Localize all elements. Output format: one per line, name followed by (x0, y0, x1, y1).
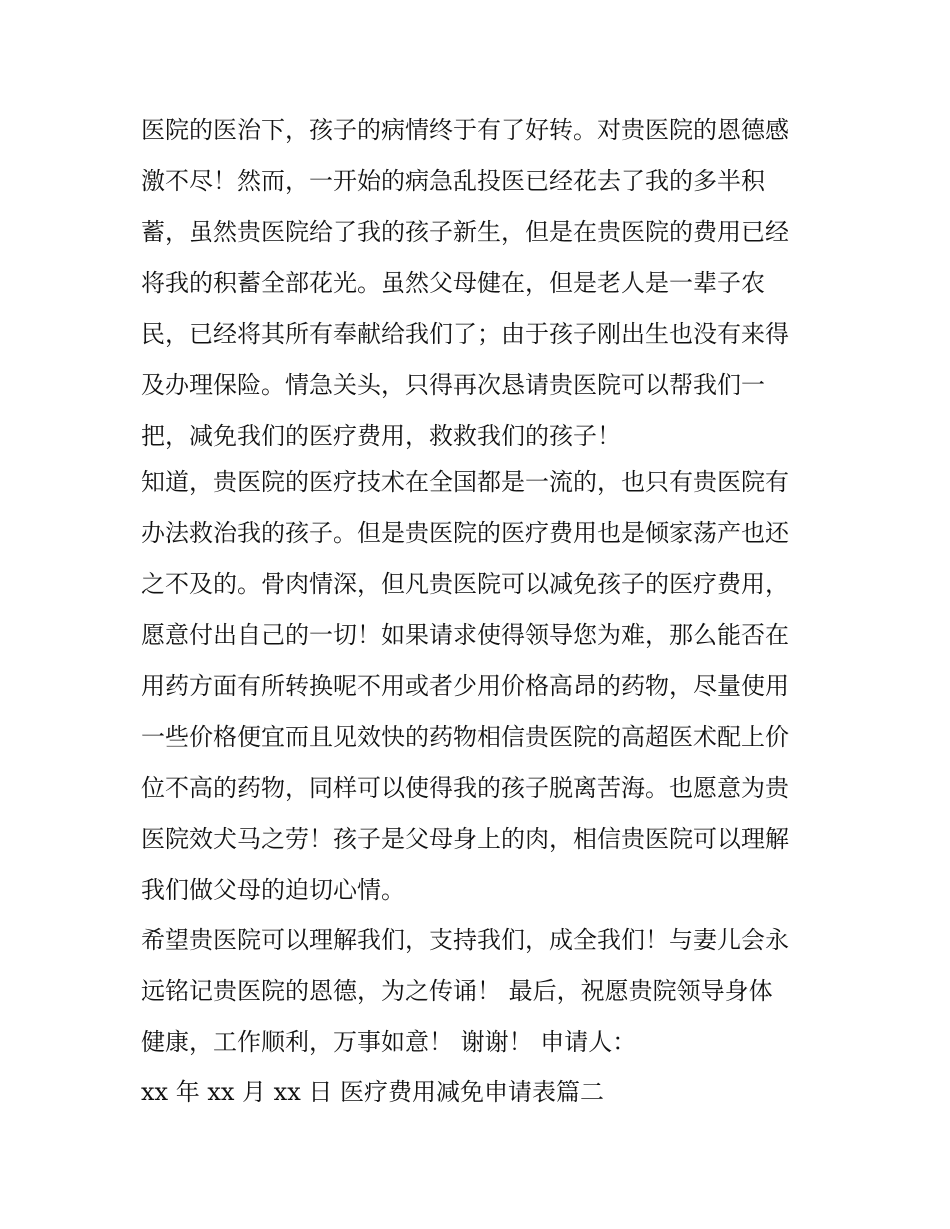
text-line: 一些价格便宜而且见效快的药物相信贵医院的高超医术配上价 (141, 723, 789, 751)
text-line: 把，减免我们的医疗费用，救救我们的孩子！ (141, 422, 621, 450)
text-line: 之不及的。骨肉情深，但凡贵医院可以减免孩子的医疗费用， (141, 570, 789, 598)
text-line: 健康，工作顺利，万事如意！ 谢谢！ 申请人： (141, 1028, 637, 1056)
text-line: 激不尽！然而，一开始的病急乱投医已经花去了我的多半积 (141, 167, 765, 195)
text-line: 愿意付出自己的一切！如果请求使得领导您为难，那么能否在 (141, 621, 789, 649)
text-line: 位不高的药物，同样可以使得我的孩子脱离苦海。也愿意为贵 (141, 774, 789, 802)
text-line: xx 年 xx 月 xx 日 医疗费用减免申请表篇二 (141, 1078, 604, 1106)
text-line: 希望贵医院可以理解我们，支持我们，成全我们！与妻儿会永 (141, 926, 789, 954)
text-line: 医院效犬马之劳！孩子是父母身上的肉，相信贵医院可以理解 (141, 825, 789, 853)
text-line: 及办理保险。情急关头，只得再次恳请贵医院可以帮我们一 (141, 371, 765, 399)
text-line: 知道，贵医院的医疗技术在全国都是一流的，也只有贵医院有 (141, 468, 789, 496)
text-line: 民，已经将其所有奉献给我们了；由于孩子刚出生也没有来得 (141, 320, 789, 348)
text-line: 将我的积蓄全部花光。虽然父母健在，但是老人是一辈子农 (141, 269, 765, 297)
text-line: 医院的医治下，孩子的病情终于有了好转。对贵医院的恩德感 (141, 116, 789, 144)
text-line: 我们做父母的迫切心情。 (141, 876, 405, 904)
text-line: 用药方面有所转换呢不用或者少用价格高昂的药物，尽量使用 (141, 672, 789, 700)
text-line: 蓄，虽然贵医院给了我的孩子新生，但是在贵医院的费用已经 (141, 218, 789, 246)
text-line: 远铭记贵医院的恩德，为之传诵！ 最后，祝愿贵院领导身体 (141, 977, 773, 1005)
text-line: 办法救治我的孩子。但是贵医院的医疗费用也是倾家荡产也还 (141, 519, 789, 547)
